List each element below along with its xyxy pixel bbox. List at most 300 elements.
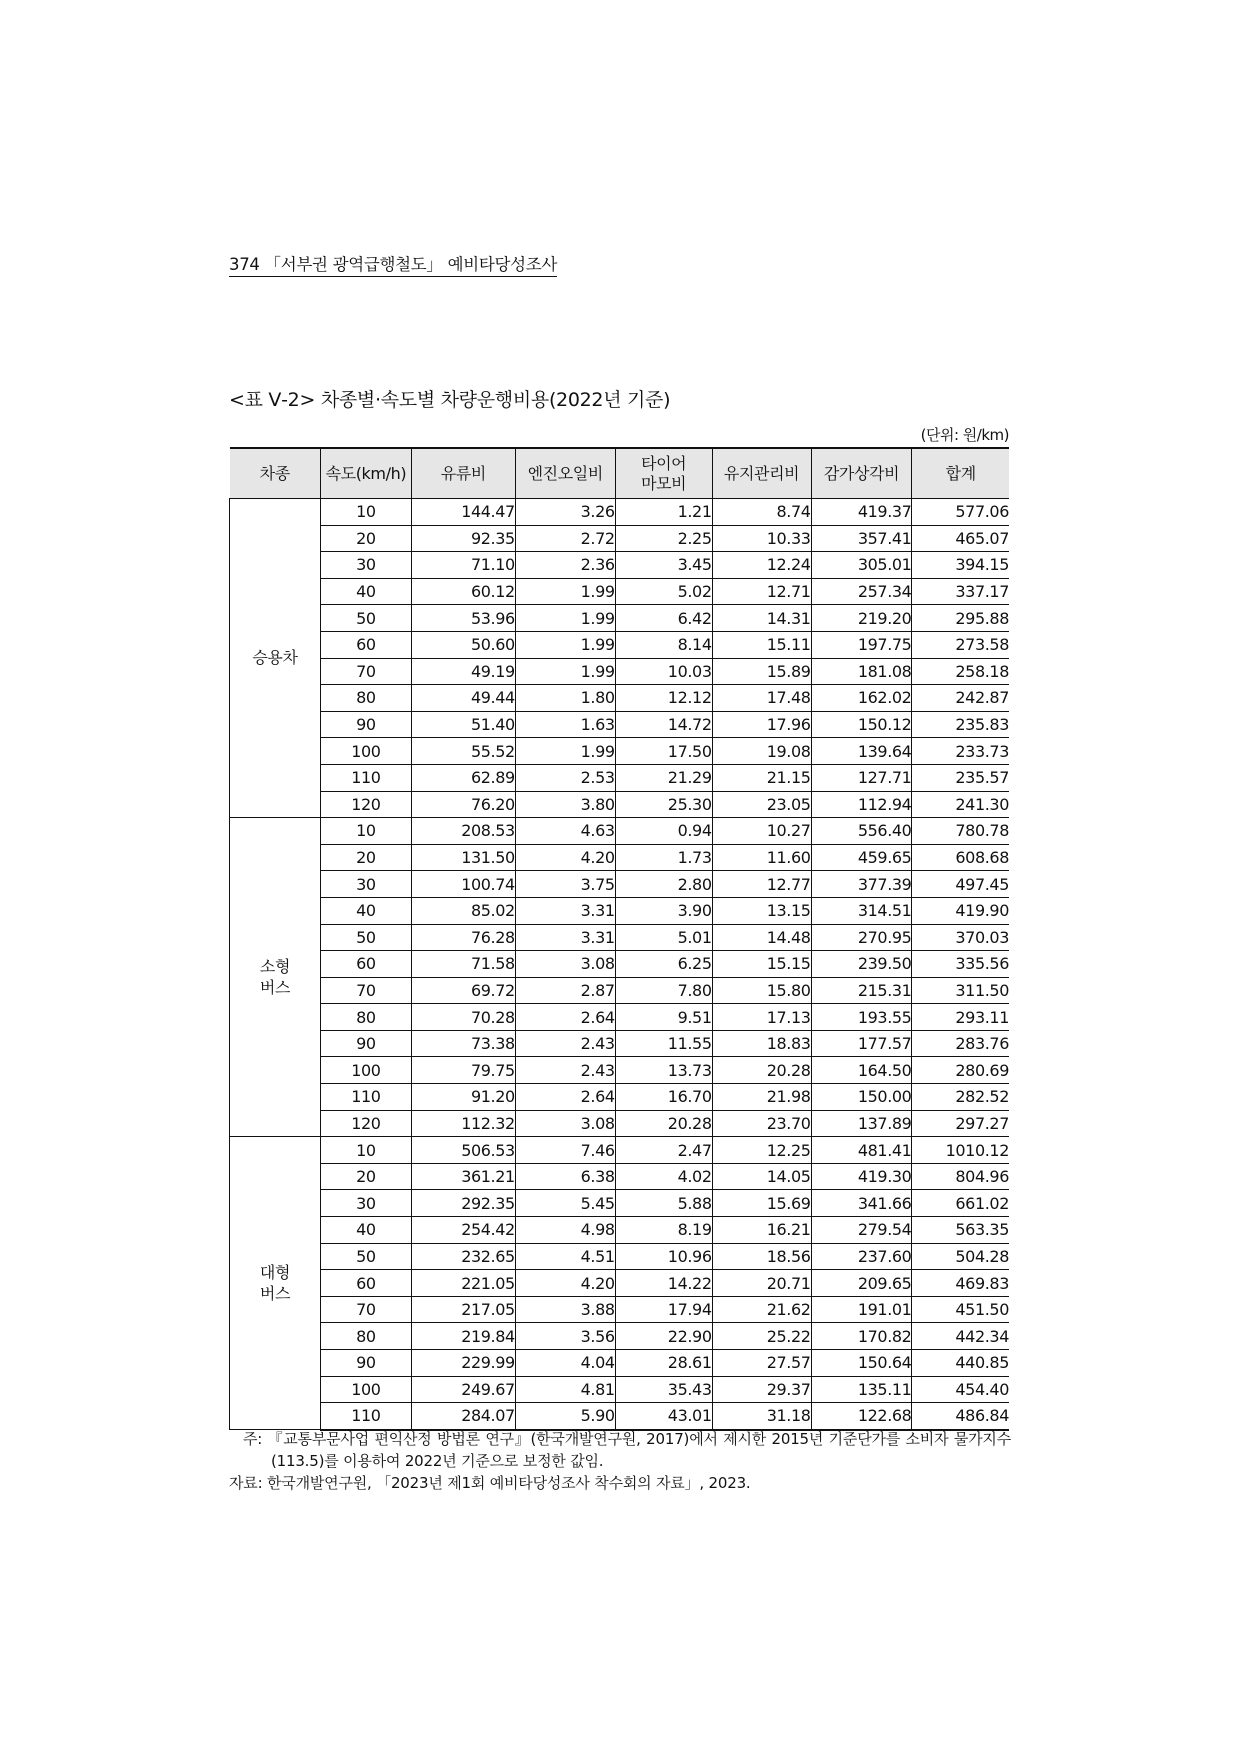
total-cost-cell: 295.88 <box>912 605 1009 632</box>
total-cost-cell: 661.02 <box>912 1190 1009 1217</box>
tire-wear-cost-cell: 10.03 <box>615 658 712 685</box>
maintenance-cost-cell: 17.48 <box>712 685 811 712</box>
depreciation-cost-cell: 257.34 <box>811 578 912 605</box>
tire-wear-cost-cell: 5.88 <box>615 1190 712 1217</box>
tire-wear-cost-cell: 3.45 <box>615 552 712 579</box>
total-cost-cell: 337.17 <box>912 578 1009 605</box>
tire-wear-cost-cell: 17.50 <box>615 738 712 765</box>
engine-oil-cost-cell: 3.80 <box>515 791 615 818</box>
vehicle-type-cell: 승용차 <box>230 499 321 818</box>
engine-oil-cost-cell: 7.46 <box>515 1137 615 1164</box>
fuel-cost-cell: 232.65 <box>411 1243 515 1270</box>
speed-cell: 60 <box>320 631 411 658</box>
tire-wear-cost-cell: 13.73 <box>615 1057 712 1084</box>
engine-oil-cost-cell: 2.64 <box>515 1004 615 1031</box>
maintenance-cost-cell: 10.33 <box>712 525 811 552</box>
speed-cell: 100 <box>320 1057 411 1084</box>
speed-cell: 90 <box>320 1030 411 1057</box>
total-cost-cell: 451.50 <box>912 1296 1009 1323</box>
total-cost-cell: 465.07 <box>912 525 1009 552</box>
engine-oil-cost-cell: 3.56 <box>515 1323 615 1350</box>
table-row <box>230 1270 1010 1297</box>
table-row <box>230 1376 1010 1403</box>
total-cost-cell: 235.83 <box>912 711 1009 738</box>
table-row <box>230 871 1010 898</box>
table-row <box>230 1243 1010 1270</box>
table-row <box>230 605 1010 632</box>
engine-oil-cost-cell: 4.20 <box>515 844 615 871</box>
speed-cell: 20 <box>320 844 411 871</box>
speed-cell: 120 <box>320 791 411 818</box>
speed-cell: 100 <box>320 738 411 765</box>
engine-oil-cost-cell: 1.99 <box>515 605 615 632</box>
table-row <box>230 977 1010 1004</box>
depreciation-cost-cell: 150.64 <box>811 1350 912 1377</box>
tire-wear-cost-cell: 8.19 <box>615 1217 712 1244</box>
table-row <box>230 1057 1010 1084</box>
table-row <box>230 951 1010 978</box>
engine-oil-cost-cell: 2.72 <box>515 525 615 552</box>
table-row <box>230 1084 1010 1111</box>
speed-cell: 10 <box>320 818 411 845</box>
tire-wear-cost-cell: 2.80 <box>615 871 712 898</box>
engine-oil-cost-cell: 1.99 <box>515 658 615 685</box>
table-row <box>230 685 1010 712</box>
table-row <box>230 1110 1010 1137</box>
depreciation-cost-cell: 191.01 <box>811 1296 912 1323</box>
tire-wear-cost-cell: 6.42 <box>615 605 712 632</box>
fuel-cost-cell: 284.07 <box>411 1403 515 1430</box>
tire-wear-cost-cell: 28.61 <box>615 1350 712 1377</box>
depreciation-cost-cell: 135.11 <box>811 1376 912 1403</box>
depreciation-cost-cell: 164.50 <box>811 1057 912 1084</box>
header-fuel-cost: 유류비 <box>411 448 515 499</box>
total-cost-cell: 241.30 <box>912 791 1009 818</box>
total-cost-cell: 282.52 <box>912 1084 1009 1111</box>
depreciation-cost-cell: 419.37 <box>811 499 912 526</box>
total-cost-cell: 335.56 <box>912 951 1009 978</box>
maintenance-cost-cell: 11.60 <box>712 844 811 871</box>
tire-wear-cost-cell: 43.01 <box>615 1403 712 1430</box>
tire-wear-cost-cell: 1.21 <box>615 499 712 526</box>
total-cost-cell: 608.68 <box>912 844 1009 871</box>
speed-cell: 110 <box>320 764 411 791</box>
engine-oil-cost-cell: 4.81 <box>515 1376 615 1403</box>
depreciation-cost-cell: 193.55 <box>811 1004 912 1031</box>
speed-cell: 70 <box>320 658 411 685</box>
maintenance-cost-cell: 20.71 <box>712 1270 811 1297</box>
tire-wear-cost-cell: 0.94 <box>615 818 712 845</box>
tire-wear-cost-cell: 25.30 <box>615 791 712 818</box>
fuel-cost-cell: 76.20 <box>411 791 515 818</box>
depreciation-cost-cell: 237.60 <box>811 1243 912 1270</box>
maintenance-cost-cell: 19.08 <box>712 738 811 765</box>
table-row <box>230 791 1010 818</box>
tire-wear-cost-cell: 12.12 <box>615 685 712 712</box>
maintenance-cost-cell: 25.22 <box>712 1323 811 1350</box>
tire-wear-cost-cell: 9.51 <box>615 1004 712 1031</box>
depreciation-cost-cell: 181.08 <box>811 658 912 685</box>
fuel-cost-cell: 50.60 <box>411 631 515 658</box>
table-row <box>230 578 1010 605</box>
speed-cell: 70 <box>320 1296 411 1323</box>
header-engine-oil-cost: 엔진오일비 <box>515 448 615 499</box>
speed-cell: 10 <box>320 499 411 526</box>
total-cost-cell: 233.73 <box>912 738 1009 765</box>
maintenance-cost-cell: 15.69 <box>712 1190 811 1217</box>
fuel-cost-cell: 217.05 <box>411 1296 515 1323</box>
table-row <box>230 897 1010 924</box>
header-depreciation-cost: 감가상각비 <box>811 448 912 499</box>
speed-cell: 40 <box>320 897 411 924</box>
fuel-cost-cell: 91.20 <box>411 1084 515 1111</box>
total-cost-cell: 780.78 <box>912 818 1009 845</box>
fuel-cost-cell: 49.19 <box>411 658 515 685</box>
fuel-cost-cell: 55.52 <box>411 738 515 765</box>
speed-cell: 110 <box>320 1084 411 1111</box>
maintenance-cost-cell: 14.31 <box>712 605 811 632</box>
total-cost-cell: 563.35 <box>912 1217 1009 1244</box>
fuel-cost-cell: 112.32 <box>411 1110 515 1137</box>
fuel-cost-cell: 73.38 <box>411 1030 515 1057</box>
engine-oil-cost-cell: 2.64 <box>515 1084 615 1111</box>
maintenance-cost-cell: 18.56 <box>712 1243 811 1270</box>
total-cost-cell: 804.96 <box>912 1163 1009 1190</box>
depreciation-cost-cell: 209.65 <box>811 1270 912 1297</box>
speed-cell: 20 <box>320 1163 411 1190</box>
table-row <box>230 738 1010 765</box>
engine-oil-cost-cell: 4.63 <box>515 818 615 845</box>
fuel-cost-cell: 60.12 <box>411 578 515 605</box>
table-row <box>230 1137 1010 1164</box>
total-cost-cell: 504.28 <box>912 1243 1009 1270</box>
speed-cell: 60 <box>320 951 411 978</box>
maintenance-cost-cell: 20.28 <box>712 1057 811 1084</box>
fuel-cost-cell: 144.47 <box>411 499 515 526</box>
fuel-cost-cell: 229.99 <box>411 1350 515 1377</box>
fuel-cost-cell: 249.67 <box>411 1376 515 1403</box>
depreciation-cost-cell: 139.64 <box>811 738 912 765</box>
engine-oil-cost-cell: 2.36 <box>515 552 615 579</box>
engine-oil-cost-cell: 3.31 <box>515 897 615 924</box>
table-body <box>230 499 1010 1430</box>
depreciation-cost-cell: 137.89 <box>811 1110 912 1137</box>
fuel-cost-cell: 79.75 <box>411 1057 515 1084</box>
running-header: 374 「서부권 광역급행철도」 예비타당성조사 <box>229 251 557 277</box>
depreciation-cost-cell: 270.95 <box>811 924 912 951</box>
fuel-cost-cell: 76.28 <box>411 924 515 951</box>
tire-wear-cost-cell: 35.43 <box>615 1376 712 1403</box>
engine-oil-cost-cell: 3.88 <box>515 1296 615 1323</box>
table-row <box>230 818 1010 845</box>
table-row <box>230 658 1010 685</box>
maintenance-cost-cell: 8.74 <box>712 499 811 526</box>
depreciation-cost-cell: 215.31 <box>811 977 912 1004</box>
maintenance-cost-cell: 14.48 <box>712 924 811 951</box>
tire-wear-cost-cell: 6.25 <box>615 951 712 978</box>
header-speed: 속도(km/h) <box>320 448 411 499</box>
engine-oil-cost-cell: 6.38 <box>515 1163 615 1190</box>
maintenance-cost-cell: 12.71 <box>712 578 811 605</box>
maintenance-cost-cell: 21.15 <box>712 764 811 791</box>
maintenance-cost-cell: 17.96 <box>712 711 811 738</box>
depreciation-cost-cell: 127.71 <box>811 764 912 791</box>
table-footnote: 주: 『교통부문사업 편익산정 방법론 연구』(한국개발연구원, 2017)에서 제시한 2015년 기준단가를 소비자 물가지수(113.5)를 이용하여 2022년 기준으로 보정한 값임. <box>243 1430 1011 1470</box>
table-row <box>230 711 1010 738</box>
total-cost-cell: 469.83 <box>912 1270 1009 1297</box>
maintenance-cost-cell: 16.21 <box>712 1217 811 1244</box>
depreciation-cost-cell: 112.94 <box>811 791 912 818</box>
speed-cell: 50 <box>320 924 411 951</box>
engine-oil-cost-cell: 2.87 <box>515 977 615 1004</box>
depreciation-cost-cell: 177.57 <box>811 1030 912 1057</box>
maintenance-cost-cell: 10.27 <box>712 818 811 845</box>
engine-oil-cost-cell: 1.99 <box>515 578 615 605</box>
speed-cell: 60 <box>320 1270 411 1297</box>
tire-wear-cost-cell: 4.02 <box>615 1163 712 1190</box>
table-header-row <box>230 448 1010 499</box>
table-row <box>230 924 1010 951</box>
total-cost-cell: 454.40 <box>912 1376 1009 1403</box>
tire-wear-cost-cell: 14.22 <box>615 1270 712 1297</box>
tire-wear-cost-cell: 22.90 <box>615 1323 712 1350</box>
unit-label: (단위: 원/km) <box>920 426 1009 444</box>
speed-cell: 50 <box>320 605 411 632</box>
speed-cell: 70 <box>320 977 411 1004</box>
maintenance-cost-cell: 12.24 <box>712 552 811 579</box>
speed-cell: 50 <box>320 1243 411 1270</box>
tire-wear-cost-cell: 1.73 <box>615 844 712 871</box>
header-tire-wear-cost: 타이어 마모비 <box>615 448 712 499</box>
total-cost-cell: 311.50 <box>912 977 1009 1004</box>
header-vehicle-type: 차종 <box>230 448 321 499</box>
fuel-cost-cell: 221.05 <box>411 1270 515 1297</box>
tire-wear-cost-cell: 16.70 <box>615 1084 712 1111</box>
depreciation-cost-cell: 357.41 <box>811 525 912 552</box>
fuel-cost-cell: 131.50 <box>411 844 515 871</box>
fuel-cost-cell: 51.40 <box>411 711 515 738</box>
depreciation-cost-cell: 122.68 <box>811 1403 912 1430</box>
depreciation-cost-cell: 341.66 <box>811 1190 912 1217</box>
total-cost-cell: 497.45 <box>912 871 1009 898</box>
tire-wear-cost-cell: 10.96 <box>615 1243 712 1270</box>
engine-oil-cost-cell: 4.20 <box>515 1270 615 1297</box>
tire-wear-cost-cell: 7.80 <box>615 977 712 1004</box>
speed-cell: 90 <box>320 711 411 738</box>
fuel-cost-cell: 49.44 <box>411 685 515 712</box>
maintenance-cost-cell: 23.70 <box>712 1110 811 1137</box>
fuel-cost-cell: 70.28 <box>411 1004 515 1031</box>
total-cost-cell: 242.87 <box>912 685 1009 712</box>
depreciation-cost-cell: 556.40 <box>811 818 912 845</box>
fuel-cost-cell: 361.21 <box>411 1163 515 1190</box>
fuel-cost-cell: 62.89 <box>411 764 515 791</box>
table-row <box>230 1030 1010 1057</box>
depreciation-cost-cell: 419.30 <box>811 1163 912 1190</box>
tire-wear-cost-cell: 20.28 <box>615 1110 712 1137</box>
engine-oil-cost-cell: 5.45 <box>515 1190 615 1217</box>
fuel-cost-cell: 53.96 <box>411 605 515 632</box>
speed-cell: 40 <box>320 578 411 605</box>
fuel-cost-cell: 71.10 <box>411 552 515 579</box>
table-row <box>230 525 1010 552</box>
engine-oil-cost-cell: 4.04 <box>515 1350 615 1377</box>
table-row <box>230 1296 1010 1323</box>
total-cost-cell: 1010.12 <box>912 1137 1009 1164</box>
maintenance-cost-cell: 14.05 <box>712 1163 811 1190</box>
total-cost-cell: 394.15 <box>912 552 1009 579</box>
engine-oil-cost-cell: 2.43 <box>515 1030 615 1057</box>
tire-wear-cost-cell: 11.55 <box>615 1030 712 1057</box>
fuel-cost-cell: 506.53 <box>411 1137 515 1164</box>
maintenance-cost-cell: 15.89 <box>712 658 811 685</box>
engine-oil-cost-cell: 3.26 <box>515 499 615 526</box>
depreciation-cost-cell: 162.02 <box>811 685 912 712</box>
speed-cell: 120 <box>320 1110 411 1137</box>
engine-oil-cost-cell: 3.31 <box>515 924 615 951</box>
total-cost-cell: 258.18 <box>912 658 1009 685</box>
depreciation-cost-cell: 305.01 <box>811 552 912 579</box>
tire-wear-cost-cell: 5.01 <box>615 924 712 951</box>
fuel-cost-cell: 254.42 <box>411 1217 515 1244</box>
speed-cell: 90 <box>320 1350 411 1377</box>
total-cost-cell: 577.06 <box>912 499 1009 526</box>
table-title: <표 Ⅴ-2> 차종별·속도별 차량운행비용(2022년 기준) <box>229 389 671 411</box>
table-notes <box>229 1428 1011 1494</box>
fuel-cost-cell: 208.53 <box>411 818 515 845</box>
tire-wear-cost-cell: 21.29 <box>615 764 712 791</box>
header-maintenance-cost: 유지관리비 <box>712 448 811 499</box>
engine-oil-cost-cell: 1.63 <box>515 711 615 738</box>
tire-wear-cost-cell: 3.90 <box>615 897 712 924</box>
tire-wear-cost-cell: 8.14 <box>615 631 712 658</box>
speed-cell: 80 <box>320 1004 411 1031</box>
fuel-cost-cell: 71.58 <box>411 951 515 978</box>
maintenance-cost-cell: 12.77 <box>712 871 811 898</box>
depreciation-cost-cell: 314.51 <box>811 897 912 924</box>
depreciation-cost-cell: 279.54 <box>811 1217 912 1244</box>
table-row <box>230 631 1010 658</box>
vehicle-type-cell: 대형 버스 <box>230 1137 321 1430</box>
engine-oil-cost-cell: 3.75 <box>515 871 615 898</box>
speed-cell: 10 <box>320 1137 411 1164</box>
depreciation-cost-cell: 377.39 <box>811 871 912 898</box>
table-row <box>230 552 1010 579</box>
speed-cell: 40 <box>320 1217 411 1244</box>
maintenance-cost-cell: 18.83 <box>712 1030 811 1057</box>
fuel-cost-cell: 69.72 <box>411 977 515 1004</box>
tire-wear-cost-cell: 5.02 <box>615 578 712 605</box>
table-row <box>230 1217 1010 1244</box>
tire-wear-cost-cell: 2.47 <box>615 1137 712 1164</box>
speed-cell: 30 <box>320 1190 411 1217</box>
total-cost-cell: 273.58 <box>912 631 1009 658</box>
depreciation-cost-cell: 197.75 <box>811 631 912 658</box>
vehicle-type-cell: 소형 버스 <box>230 818 321 1137</box>
maintenance-cost-cell: 21.98 <box>712 1084 811 1111</box>
table-row <box>230 1323 1010 1350</box>
maintenance-cost-cell: 17.13 <box>712 1004 811 1031</box>
maintenance-cost-cell: 15.15 <box>712 951 811 978</box>
depreciation-cost-cell: 150.00 <box>811 1084 912 1111</box>
tire-wear-cost-cell: 17.94 <box>615 1296 712 1323</box>
engine-oil-cost-cell: 1.80 <box>515 685 615 712</box>
table-source: 자료: 한국개발연구원, 「2023년 제1회 예비타당성조사 착수회의 자료」, 2023. <box>229 1474 751 1492</box>
fuel-cost-cell: 219.84 <box>411 1323 515 1350</box>
total-cost-cell: 442.34 <box>912 1323 1009 1350</box>
table-row <box>230 499 1010 526</box>
maintenance-cost-cell: 21.62 <box>712 1296 811 1323</box>
total-cost-cell: 370.03 <box>912 924 1009 951</box>
fuel-cost-cell: 292.35 <box>411 1190 515 1217</box>
total-cost-cell: 297.27 <box>912 1110 1009 1137</box>
total-cost-cell: 280.69 <box>912 1057 1009 1084</box>
header-total: 합계 <box>912 448 1009 499</box>
speed-cell: 80 <box>320 685 411 712</box>
total-cost-cell: 235.57 <box>912 764 1009 791</box>
tire-wear-cost-cell: 2.25 <box>615 525 712 552</box>
maintenance-cost-cell: 23.05 <box>712 791 811 818</box>
maintenance-cost-cell: 13.15 <box>712 897 811 924</box>
total-cost-cell: 293.11 <box>912 1004 1009 1031</box>
maintenance-cost-cell: 15.11 <box>712 631 811 658</box>
total-cost-cell: 283.76 <box>912 1030 1009 1057</box>
engine-oil-cost-cell: 1.99 <box>515 738 615 765</box>
total-cost-cell: 486.84 <box>912 1403 1009 1430</box>
speed-cell: 30 <box>320 871 411 898</box>
engine-oil-cost-cell: 5.90 <box>515 1403 615 1430</box>
maintenance-cost-cell: 27.57 <box>712 1350 811 1377</box>
table-row <box>230 1350 1010 1377</box>
engine-oil-cost-cell: 3.08 <box>515 951 615 978</box>
depreciation-cost-cell: 150.12 <box>811 711 912 738</box>
speed-cell: 80 <box>320 1323 411 1350</box>
fuel-cost-cell: 100.74 <box>411 871 515 898</box>
table-row <box>230 844 1010 871</box>
depreciation-cost-cell: 459.65 <box>811 844 912 871</box>
table-row <box>230 1004 1010 1031</box>
depreciation-cost-cell: 239.50 <box>811 951 912 978</box>
table-row <box>230 1403 1010 1430</box>
total-cost-cell: 419.90 <box>912 897 1009 924</box>
engine-oil-cost-cell: 1.99 <box>515 631 615 658</box>
table-row <box>230 1190 1010 1217</box>
table-row <box>230 1163 1010 1190</box>
speed-cell: 30 <box>320 552 411 579</box>
fuel-cost-cell: 85.02 <box>411 897 515 924</box>
table-row <box>230 764 1010 791</box>
engine-oil-cost-cell: 2.53 <box>515 764 615 791</box>
speed-cell: 20 <box>320 525 411 552</box>
maintenance-cost-cell: 29.37 <box>712 1376 811 1403</box>
maintenance-cost-cell: 31.18 <box>712 1403 811 1430</box>
tire-wear-cost-cell: 14.72 <box>615 711 712 738</box>
vehicle-operating-cost-table <box>229 447 1009 1431</box>
engine-oil-cost-cell: 4.51 <box>515 1243 615 1270</box>
depreciation-cost-cell: 170.82 <box>811 1323 912 1350</box>
engine-oil-cost-cell: 3.08 <box>515 1110 615 1137</box>
maintenance-cost-cell: 12.25 <box>712 1137 811 1164</box>
depreciation-cost-cell: 219.20 <box>811 605 912 632</box>
engine-oil-cost-cell: 4.98 <box>515 1217 615 1244</box>
total-cost-cell: 440.85 <box>912 1350 1009 1377</box>
fuel-cost-cell: 92.35 <box>411 525 515 552</box>
maintenance-cost-cell: 15.80 <box>712 977 811 1004</box>
speed-cell: 100 <box>320 1376 411 1403</box>
speed-cell: 110 <box>320 1403 411 1430</box>
engine-oil-cost-cell: 2.43 <box>515 1057 615 1084</box>
depreciation-cost-cell: 481.41 <box>811 1137 912 1164</box>
